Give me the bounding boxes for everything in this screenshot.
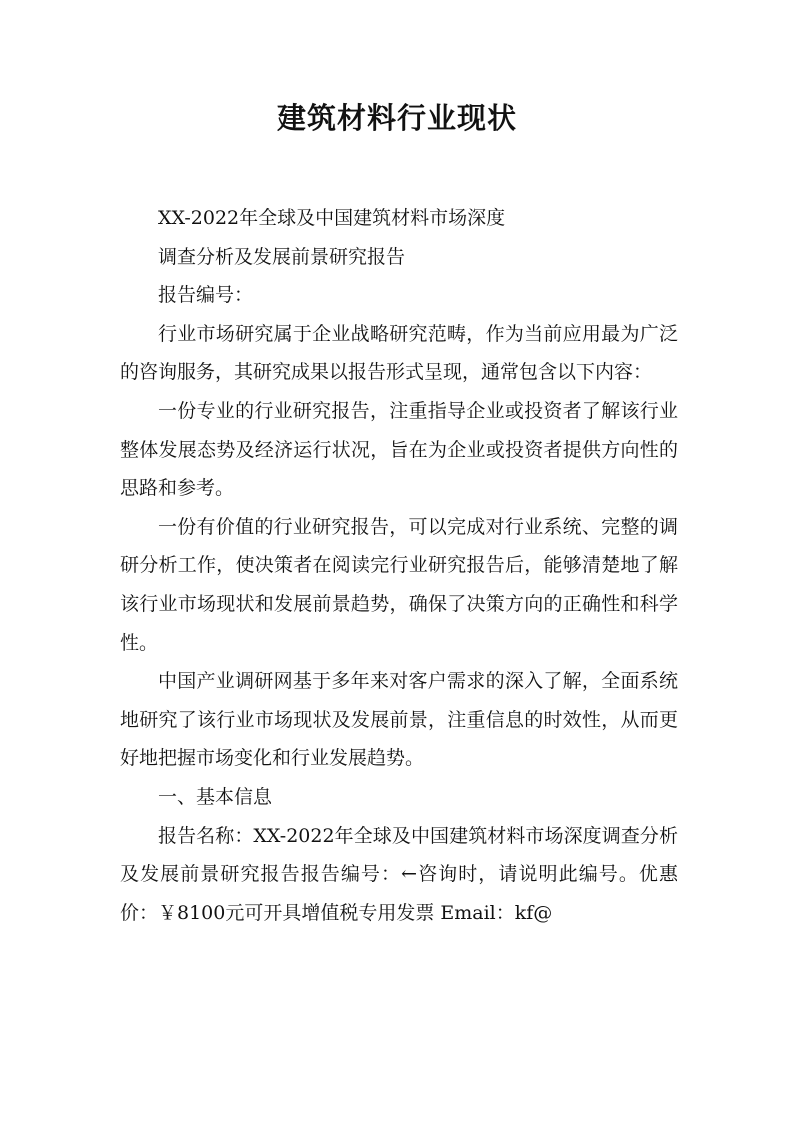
professional-report-paragraph: 一份专业的行业研究报告，注重指导企业或投资者了解该行业整体发展态势及经济运行状况，旨在为企业或投资者提供方向性的思路和参考。 (120, 399, 678, 500)
document-title: 建筑材料行业现状 (276, 101, 517, 135)
document-body (120, 199, 678, 932)
intro-paragraph: 行业市场研究属于企业战略研究范畴，作为当前应用最为广泛的咨询服务，其研究成果以报告形式呈现，通常包含以下内容： (120, 322, 678, 384)
company-paragraph: 中国产业调研网基于多年来对客户需求的深入了解，全面系统地研究了该行业市场现状及发展前景，注重信息的时效性，从而更好地把握市场变化和行业发展趋势。 (120, 670, 678, 770)
report-number-label: 报告编号： (158, 284, 254, 307)
section-heading-basic-info: 一、基本信息 (158, 785, 273, 808)
valuable-report-paragraph: 一份有价值的行业研究报告，可以完成对行业系统、完整的调研分析工作，使决策者在阅读完行业研究报告后，能够清楚地了解该行业市场现状和发展前景趋势，确保了决策方向的正确性和科学性。 (120, 515, 678, 654)
report-title-line-1: XX-2022年全球及中国建筑材料市场深度 (158, 207, 506, 229)
report-details-paragraph: 报告名称：XX-2022年全球及中国建筑材料市场深度调查分析及发展前景研究报告报告编号：←咨询时，请说明此编号。优惠价：￥8100元可开具增值税专用发票 Email：kf@ (120, 824, 678, 924)
report-title-line-2: 调查分析及发展前景研究报告 (158, 245, 406, 268)
